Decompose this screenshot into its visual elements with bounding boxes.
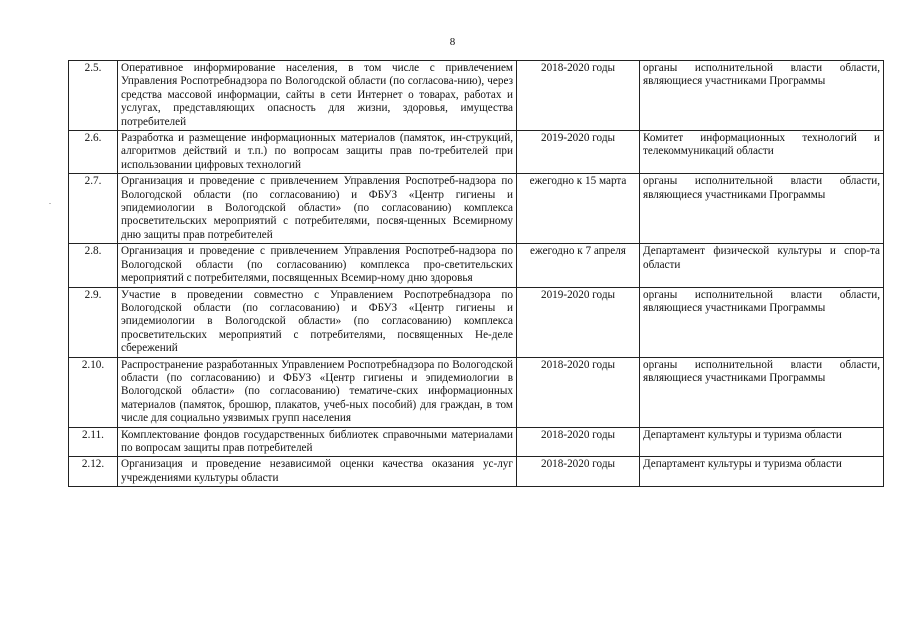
table-row xyxy=(69,427,884,457)
program-activities-table xyxy=(68,60,884,487)
row-number: 2.7. xyxy=(69,174,118,244)
term-cell: 2018-2020 годы xyxy=(517,61,640,131)
activity-cell: Комплектование фондов государственных библиотек справочными материалами по вопросам защиты прав потребителей xyxy=(118,427,517,457)
activity-cell: Организация и проведение с привлечением Управления Роспотреб-надзора по Вологодской области (по согласованию) комплекса про-светительских мероприятий с потребителями, посвященных Всемир-ному дню здоровья xyxy=(118,244,517,287)
executor-cell: Комитет информационных технологий и телекоммуникаций области xyxy=(640,131,884,174)
row-number: 2.10. xyxy=(69,357,118,427)
table-row xyxy=(69,357,884,427)
row-number: 2.6. xyxy=(69,131,118,174)
term-cell: ежегодно к 7 апреля xyxy=(517,244,640,287)
row-number: 2.12. xyxy=(69,457,118,487)
activity-cell: Участие в проведении совместно с Управлением Роспотребнадзора по Вологодской области (по согласованию) и ФБУЗ «Центр гигиены и эпидемиологии в Вологодской области» (по согласованию) комплекса просветительских мероприятий с потребителями, посвященных Не-деле сбережений xyxy=(118,287,517,357)
row-number: 2.11. xyxy=(69,427,118,457)
term-cell: 2018-2020 годы xyxy=(517,427,640,457)
executor-cell: Департамент физической культуры и спор-та области xyxy=(640,244,884,287)
term-cell: 2018-2020 годы xyxy=(517,357,640,427)
term-cell: 2019-2020 годы xyxy=(517,131,640,174)
table-row xyxy=(69,457,884,487)
row-number: 2.5. xyxy=(69,61,118,131)
term-cell: ежегодно к 15 марта xyxy=(517,174,640,244)
table-row xyxy=(69,244,884,287)
row-number: 2.9. xyxy=(69,287,118,357)
executor-cell: органы исполнительной власти области, являющиеся участниками Программы xyxy=(640,287,884,357)
activity-cell: Организация и проведение с привлечением Управления Роспотреб-надзора по Вологодской области (по согласованию) и ФБУЗ «Центр гигиены и эпидемиологии в Вологодской области» (по согласованию) комплекса просветительских мероприятий с потребителями, посвя-щенных Всемирному дню защиты прав потребителей xyxy=(118,174,517,244)
executor-cell: органы исполнительной власти области, являющиеся участниками Программы xyxy=(640,61,884,131)
table-row xyxy=(69,131,884,174)
activity-cell: Распространение разработанных Управлением Роспотребнадзора по Вологодской области (по согласованию) и ФБУЗ «Центр гигиены и эпидемиологии в Вологодской области» (по согласованию) тематиче-ских информационных материалов (памяток, брошюр, плакатов, учеб-ных пособий) для граждан, в том числе для социально уязвимых групп населения xyxy=(118,357,517,427)
term-cell: 2018-2020 годы xyxy=(517,457,640,487)
activity-cell: Оперативное информирование населения, в том числе с привлечением Управления Роспотребнадзора по Вологодской области (по согласова-нию), через средства массовой информации, сайты в сети Интернет о товарах, работах и услугах, представляющих опасность для жизни, здоровья, имущества потребителей xyxy=(118,61,517,131)
activity-cell: Разработка и размещение информационных материалов (памяток, ин-струкций, алгоритмов действий и т.п.) по вопросам защиты прав по-требителей при использовании цифровых технологий xyxy=(118,131,517,174)
table-row xyxy=(69,287,884,357)
page-number: 8 xyxy=(449,36,456,48)
row-number: 2.8. xyxy=(69,244,118,287)
table-row xyxy=(69,61,884,131)
executor-cell: органы исполнительной власти области, являющиеся участниками Программы xyxy=(640,174,884,244)
table-row xyxy=(69,174,884,244)
activity-cell: Организация и проведение независимой оценки качества оказания ус-луг учреждениями культуры области xyxy=(118,457,517,487)
executor-cell: Департамент культуры и туризма области xyxy=(640,427,884,457)
executor-cell: Департамент культуры и туризма области xyxy=(640,457,884,487)
executor-cell: органы исполнительной власти области, являющиеся участниками Программы xyxy=(640,357,884,427)
scan-speck: . xyxy=(49,197,51,206)
term-cell: 2019-2020 годы xyxy=(517,287,640,357)
